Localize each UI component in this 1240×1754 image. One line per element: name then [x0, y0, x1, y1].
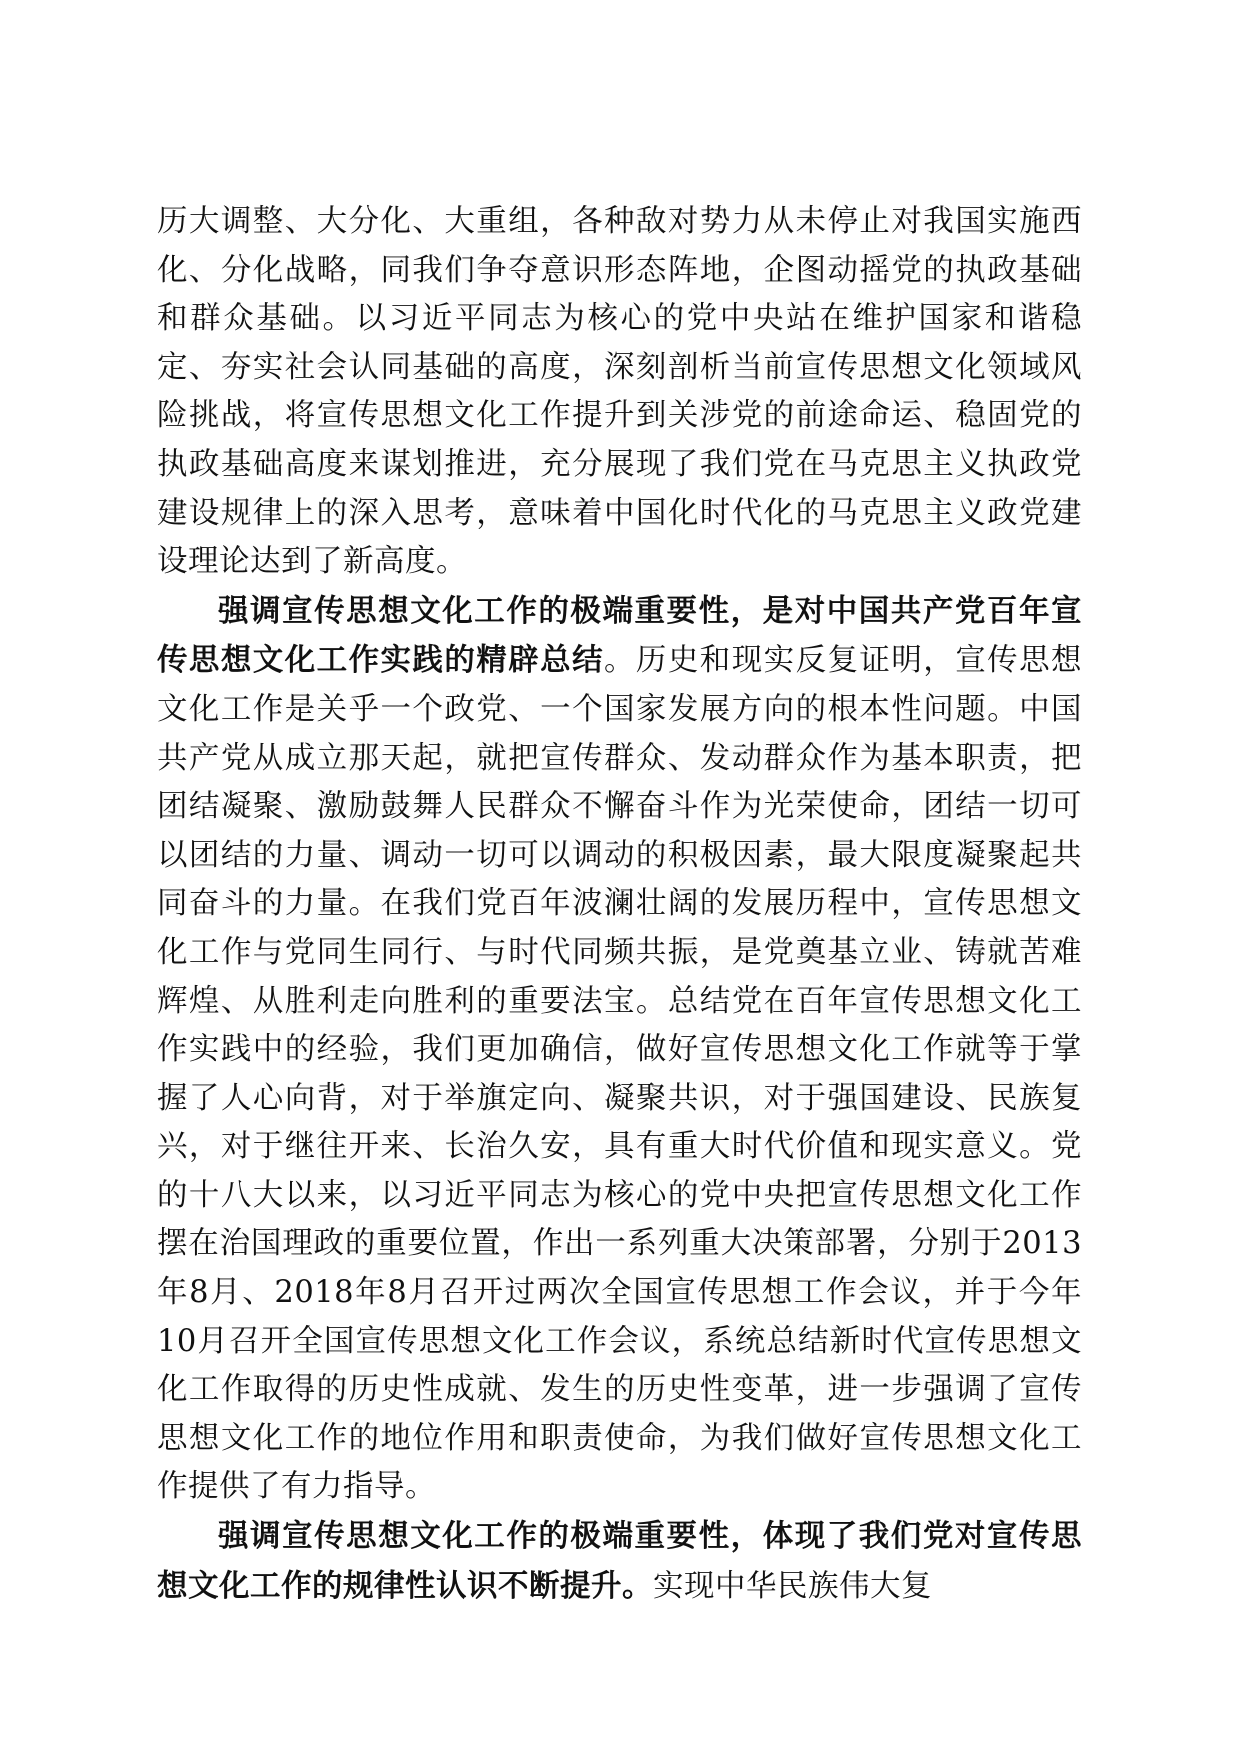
paragraph-3-lead: 强调宣传思想文化工作的极端重要性，体现了我们党对宣传思想文化工作的规律性认识不断提升。 [157, 1518, 1082, 1604]
paragraph-3-text: 实现中华民族伟大复 [653, 1568, 932, 1604]
paragraph-3 [157, 1512, 1082, 1611]
paragraph-2-text: 。历史和现实反复证明，宣传思想文化工作是关乎一个政党、一个国家发展方向的根本性问题。中国共产党从成立那天起，就把宣传群众、发动群众作为基本职责，把团结凝聚、激励鼓舞人民群众不懈奋斗作为光荣使命，团结一切可以团结的力量、调动一切可以调动的积极因素，最大限度凝聚起共同奋斗的力量。在我们党百年波澜壮阔的发展历程中，宣传思想文化工作与党同生同行、与时代同频共振，是党奠基立业、铸就苦难辉煌、从胜利走向胜利的重要法宝。总结党在百年宣传思想文化工作实践中的经验，我们更加确信，做好宣传思想文化工作就等于掌握了人心向背，对于举旗定向、凝聚共识，对于强国建设、民族复兴，对于继往开来、长治久安，具有重大时代价值和现实意义。党的十八大以来，以习近平同志为核心的党中央把宣传思想文化工作摆在治国理政的重要位置，作出一系列重大决策部署，分别于2013年8月、2018年8月召开过两次全国宣传思想工作会议，并于今年10月召开全国宣传思想文化工作会议，系统总结新时代宣传思想文化工作取得的历史性成就、发生的历史性变革，进一步强调了宣传思想文化工作的地位作用和职责使命，为我们做好宣传思想文化工作提供了有力指导。 [157, 643, 1082, 1505]
document-body [157, 198, 1082, 1611]
paragraph-2-lead: 强调宣传思想文化工作的极端重要性，是对中国共产党百年宣传思想文化工作实践的精辟总结 [157, 592, 1082, 679]
paragraph-2 [157, 587, 1082, 1512]
paragraph-1-text: 历大调整、大分化、大重组，各种敌对势力从未停止对我国实施西化、分化战略，同我们争夺意识形态阵地，企图动摇党的执政基础和群众基础。以习近平同志为核心的党中央站在维护国家和谐稳定、夯实社会认同基础的高度，深刻剖析当前宣传思想文化领域风险挑战，将宣传思想文化工作提升到关涉党的前途命运、稳固党的执政基础高度来谋划推进，充分展现了我们党在马克思主义执政党建设规律上的深入思考，意味着中国化时代化的马克思主义政党建设理论达到了新高度。 [157, 204, 1082, 580]
paragraph-1 [157, 198, 1082, 587]
